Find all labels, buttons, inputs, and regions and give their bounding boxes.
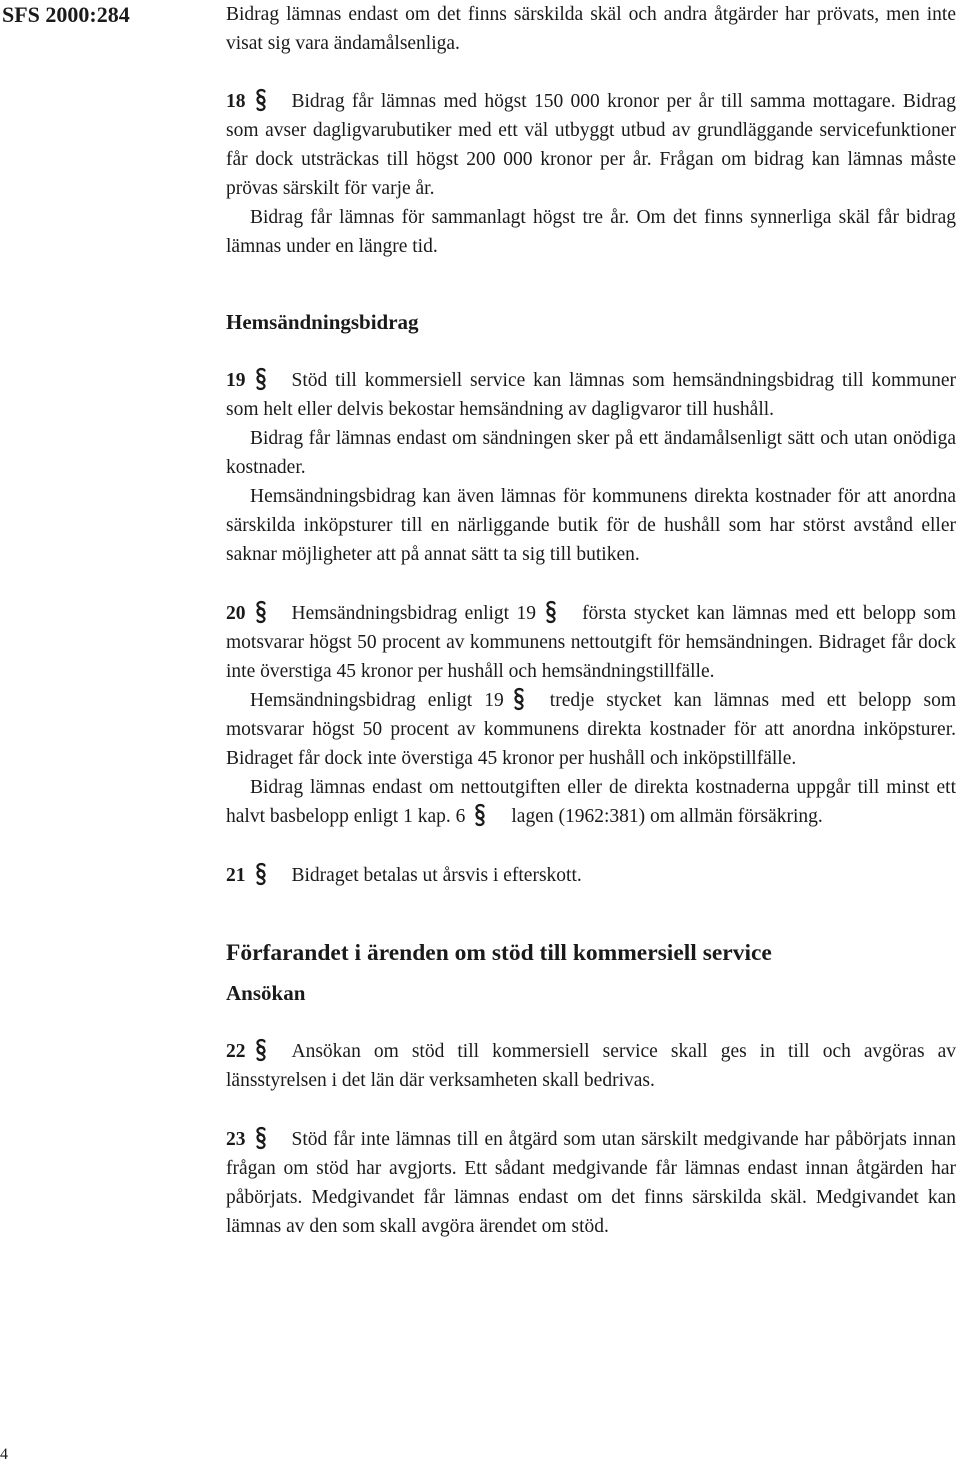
section-19-text-1: Stöd till kommersiell service kan lämnas som hemsändningsbidrag till kommuner som helt eller delvis bekostar hemsändning av dagligvaror till hushåll. [226, 370, 956, 420]
section-22-paragraph-1 [226, 1037, 956, 1095]
section-19-paragraph-3: Hemsändningsbidrag kan även lämnas för kommunens direkta kostnader för att anordna särskilda inköpsturer till en närliggande butik för de hushåll som har störst avstånd eller saknar möjligheter att på annat sätt ta sig till butiken. [226, 486, 956, 565]
section-21-paragraph-1 [226, 861, 956, 890]
text-column [226, 0, 956, 1241]
section-23-number: 23 [226, 1129, 246, 1150]
section-18-paragraph-2: Bidrag får lämnas för sammanlagt högst tre år. Om det finns synnerliga skäl får bidrag lämnas under en längre tid. [226, 207, 956, 257]
section-sign-icon [254, 600, 268, 624]
section-19-paragraph-1 [226, 366, 956, 424]
section-20-text-3a: Bidrag lämnas endast om nettoutgiften eller de direkta kostnaderna uppgår till minst ett halvt basbelopp enligt 1 kap. 6 [226, 777, 956, 827]
section-20-text-2b: tredje stycket kan lämnas med ett belopp som motsvarar högst 50 procent av kommunens direkta kostnader för att anordna inköpsturer. Bidraget får dock inte överstiga 45 kronor per hushåll och inköpstillfälle. [226, 690, 956, 769]
section-20-text-1b: första stycket kan lämnas med ett belopp som motsvarar högst 50 procent av kommunens nettoutgift för hemsändningen. Bidraget får dock inte överstiga 45 kronor per hushåll och hemsändningstillfälle. [226, 603, 956, 682]
section-20-text-1a: Hemsändningsbidrag enligt 19 [291, 603, 537, 624]
section-20-text-3b: lagen (1962:381) om allmän försäkring. [511, 806, 823, 827]
section-20-text-2a: Hemsändningsbidrag enligt 19 [250, 690, 504, 711]
section-18-number: 18 [226, 91, 246, 112]
sfs-number: SFS 2000:284 [2, 2, 130, 27]
section-sign-icon [254, 88, 268, 112]
section-sign-icon [544, 600, 558, 624]
section-sign-icon [254, 862, 268, 886]
chapter-heading-forfarandet: Förfarandet i ärenden om stöd till kommersiell service [226, 940, 772, 966]
section-20-number: 20 [226, 603, 246, 624]
section-23-text-1: Stöd får inte lämnas till en åtgärd som utan särskilt medgivande har påbörjats innan frågan om stöd har avgjorts. Ett sådant medgivande får lämnas endast innan åtgärden har påbörjats. Medgivandet får lämnas endast om det finns särskilda skäl. Medgivandet kan lämnas av den som skall avgöra ärendet om stöd. [226, 1129, 956, 1237]
section-sign-icon [254, 1126, 268, 1150]
section-17-paragraph: Bidrag lämnas endast om det finns särskilda skäl och andra åtgärder har prövats, men inte visat sig vara ändamålsenliga. [226, 4, 956, 54]
section-sign-icon [254, 367, 268, 391]
section-22-text-1: Ansökan om stöd till kommersiell service skall ges in till och avgöras av länsstyrelsen i det län där verksamheten skall bedrivas. [226, 1041, 956, 1091]
section-sign-icon [254, 1038, 268, 1062]
section-sign-icon [473, 803, 487, 827]
heading-hemsandningsbidrag: Hemsändningsbidrag [226, 310, 419, 334]
section-23-paragraph-1 [226, 1125, 956, 1241]
section-19-number: 19 [226, 370, 246, 391]
section-sign-icon [512, 687, 526, 711]
section-21-number: 21 [226, 865, 246, 886]
heading-ansokan: Ansökan [226, 981, 306, 1005]
section-22-number: 22 [226, 1041, 246, 1062]
section-21-text-1: Bidraget betalas ut årsvis i efterskott. [291, 865, 582, 886]
page-number: 4 [0, 1446, 8, 1463]
section-19-paragraph-2: Bidrag får lämnas endast om sändningen sker på ett ändamålsenligt sätt och utan onödiga kostnader. [226, 428, 956, 478]
section-20-paragraph-2 [226, 686, 956, 773]
section-18-paragraph-1 [226, 87, 956, 203]
section-18-text-1: Bidrag får lämnas med högst 150 000 kronor per år till samma mottagare. Bidrag som avser dagligvarubutiker med ett väl utbyggt utbud av grundläggande servicefunktioner får dock utsträckas till högst 200 000 kronor per år. Frågan om bidrag kan lämnas måste prövas särskilt för varje år. [226, 91, 956, 199]
section-20-paragraph-1 [226, 599, 956, 686]
section-20-paragraph-3 [226, 773, 956, 831]
